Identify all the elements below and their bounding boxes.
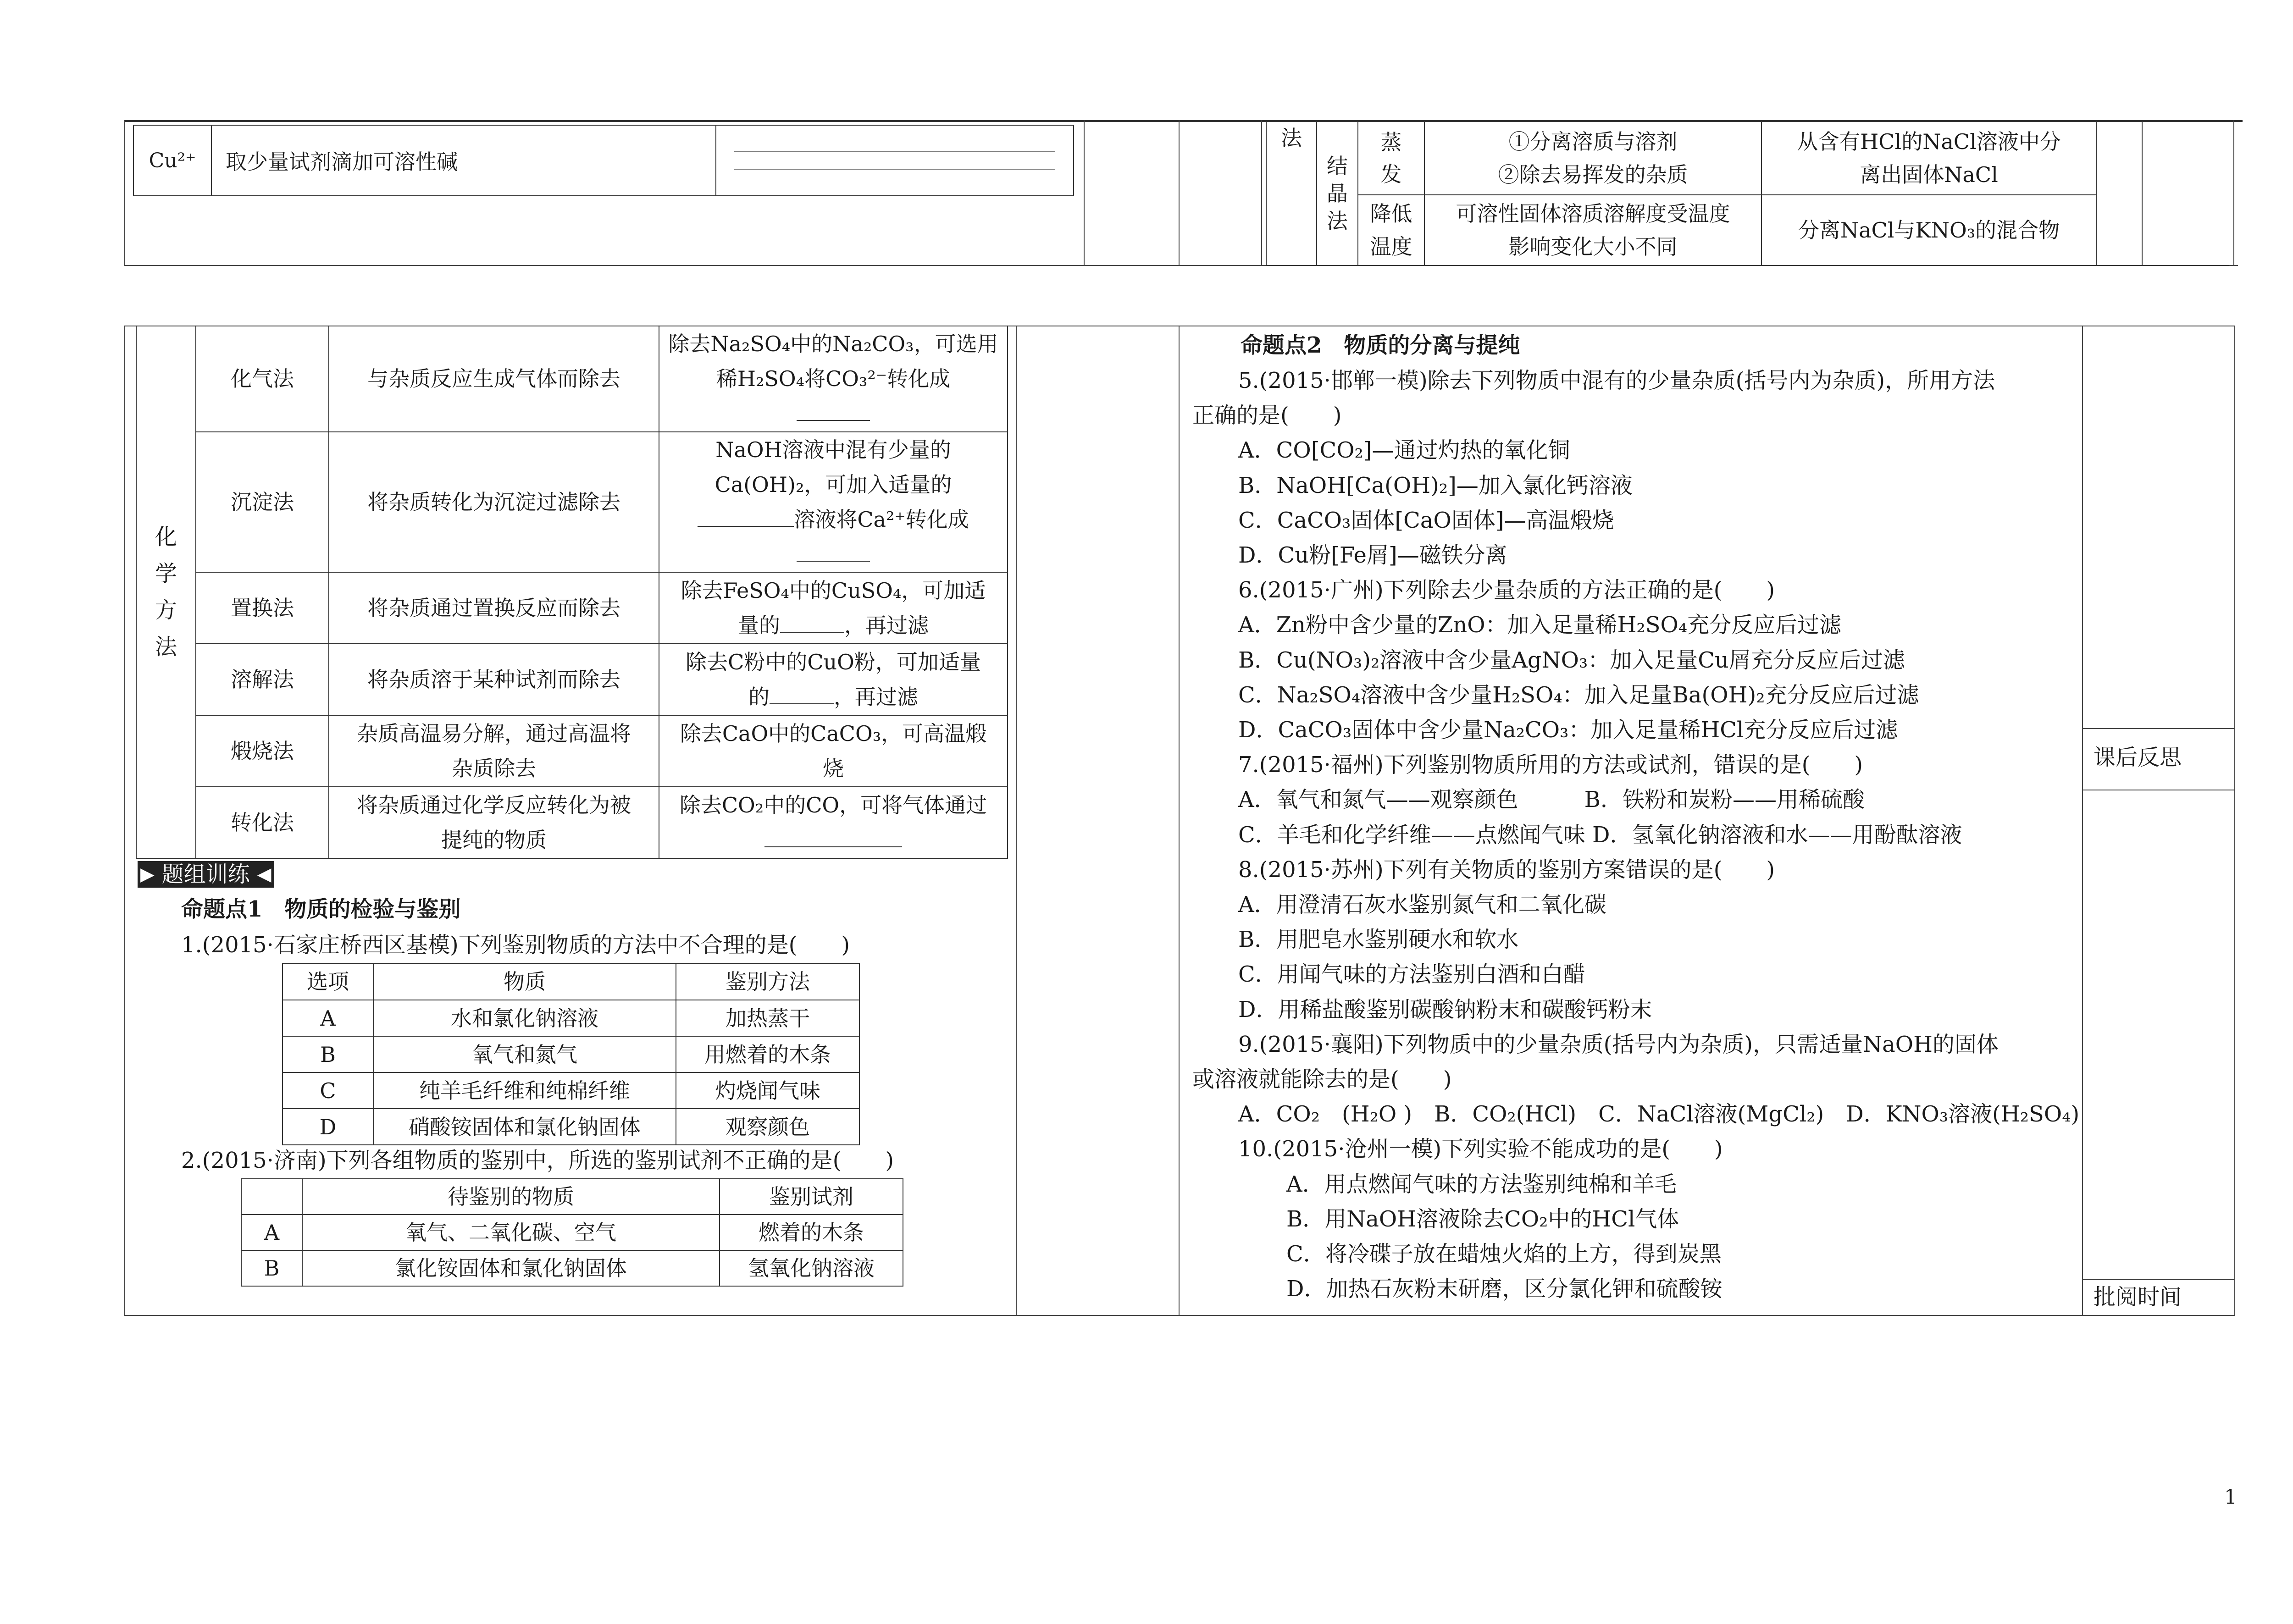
ion-cell: Cu²⁺	[133, 125, 211, 196]
method-name: 煅烧法	[196, 715, 329, 787]
example-line: 除去FeSO₄中的CuSO₄，可加适	[681, 578, 986, 603]
method-principle: 将杂质转化为沉淀过滤除去	[329, 432, 659, 572]
q2-cell: 氢氧化钠溶液	[720, 1250, 903, 1286]
example-text: 量的	[738, 613, 780, 638]
q1-cell: 用燃着的木条	[676, 1036, 859, 1072]
method-principle: 将杂质溶于某种试剂而除去	[329, 644, 659, 715]
q2-table	[241, 1178, 903, 1287]
principle-line: 将杂质通过化学反应转化为被	[357, 793, 631, 818]
q1-header: 选项	[282, 963, 373, 1000]
practice-banner	[138, 861, 274, 888]
question-line: C．CaCO₃固体[CaO固体]—高温煅烧	[1238, 507, 1614, 533]
q1-header: 鉴别方法	[676, 963, 859, 1000]
purpose-line: ①分离溶质与溶剂	[1508, 129, 1678, 154]
purpose-line: ②除去易挥发的杂质	[1498, 162, 1688, 187]
example-line: NaOH溶液中混有少量的	[715, 437, 951, 462]
method-name: 化气法	[196, 326, 329, 432]
example-line: 从含有HCl的NaCl溶液中分	[1797, 129, 2061, 154]
table-row	[282, 1036, 859, 1072]
method-example	[659, 644, 1008, 715]
answer-blank-1[interactable]	[734, 151, 1055, 152]
top-left-table	[133, 125, 1074, 196]
q1-cell: 水和氯化钠溶液	[373, 1000, 676, 1036]
method-principle	[329, 787, 659, 858]
method-example	[659, 787, 1008, 858]
example-line: 分离NaCl与KNO₃的混合物	[1798, 218, 2060, 243]
frame-divider-left	[1016, 326, 1017, 1316]
play-icon: ▶	[138, 861, 157, 888]
method-cell: 取少量试剂滴加可溶性碱	[211, 125, 716, 196]
reflection-label: 课后反思	[2094, 745, 2182, 770]
example-line: 除去CaO中的CaCO₃，可高温煅	[680, 721, 987, 746]
question-line: B．用NaOH溶液除去CO₂中的HCl气体	[1286, 1206, 1679, 1232]
question-line: B．用肥皂水鉴别硬水和软水	[1238, 927, 1519, 953]
q1-header: 物质	[373, 963, 676, 1000]
principle-line: 杂质除去	[452, 756, 536, 781]
cooling-label: 降低温度	[1370, 201, 1412, 259]
method-principle	[329, 715, 659, 787]
chemical-methods-table	[136, 326, 1008, 859]
q2-cell: A	[241, 1215, 302, 1250]
question-line: A．CO[CO₂]—通过灼热的氧化铜	[1238, 437, 1570, 464]
q1-cell: 氧气和氮气	[373, 1036, 676, 1072]
method-name: 沉淀法	[196, 432, 329, 572]
answer-blank-2[interactable]	[734, 169, 1055, 170]
question-line: B．Cu(NO₃)₂溶液中含少量AgNO₃：加入足量Cu屑充分反应后过滤	[1238, 647, 1905, 673]
cooling-name	[1358, 195, 1424, 265]
question-line: D．加热石灰粉末研磨，区分氯化钾和硫酸铵	[1286, 1276, 1723, 1302]
method-example	[659, 326, 1008, 432]
question-line: 10.(2015·沧州一模)下列实验不能成功的是( )	[1238, 1136, 1723, 1162]
q2-header	[241, 1179, 302, 1215]
example-line: Ca(OH)₂，可加入适量的	[714, 472, 952, 497]
question-line: 或溶液就能除去的是( )	[1192, 1066, 1452, 1093]
question-line: 5.(2015·邯郸一模)除去下列物质中混有的少量杂质(括号内为杂质)，所用方法	[1238, 368, 1995, 393]
table-row	[282, 1072, 859, 1109]
table-row	[241, 1215, 903, 1250]
principle-line: 杂质高温易分解，通过高温将	[357, 721, 631, 746]
question-line: A．CO₂ (H₂O ) B．CO₂(HCl) C．NaCl溶液(MgCl₂) D．KNO₃溶液(H₂SO₄)	[1238, 1101, 2080, 1127]
table-row	[241, 1250, 903, 1286]
example-text: 的	[748, 685, 770, 709]
purpose-line: 影响变化大小不同	[1508, 234, 1678, 259]
question-line: 7.(2015·福州)下列鉴别物质所用的方法或试剂，错误的是( )	[1238, 752, 1863, 778]
q1-cell: 观察颜色	[676, 1109, 859, 1145]
top-band-divider-3	[1261, 120, 1262, 265]
question-line: A．用澄清石灰水鉴别氮气和二氧化碳	[1238, 892, 1606, 918]
fill-blank[interactable]	[780, 609, 844, 633]
q1-cell: C	[282, 1072, 373, 1109]
question-line: B．NaOH[Ca(OH)₂]—加入氯化钙溶液	[1238, 472, 1633, 498]
question-line: A．用点燃闻气味的方法鉴别纯棉和羊毛	[1286, 1171, 1677, 1197]
question-line: C．将冷碟子放在蜡烛火焰的上方，得到炭黑	[1286, 1241, 1722, 1267]
example-line: 除去CO₂中的CO，可将气体通过	[679, 793, 987, 818]
q2-cell: 氧气、二氧化碳、空气	[302, 1215, 720, 1250]
fill-blank[interactable]	[797, 538, 870, 562]
q2-stem: 2.(2015·济南)下列各组物质的鉴别中，所选的鉴别试剂不正确的是( )	[181, 1148, 894, 1173]
method-head-cell: 法	[1266, 122, 1317, 265]
fill-blank[interactable]	[764, 823, 902, 847]
q1-cell: 灼烧闻气味	[676, 1072, 859, 1109]
method-example	[659, 715, 1008, 787]
practice-label: 题组训练	[157, 861, 255, 888]
q1-table	[282, 963, 860, 1145]
q1-cell: 纯羊毛纤维和纯棉纤维	[373, 1072, 676, 1109]
evaporation-name	[1358, 122, 1424, 195]
question-line: C．羊毛和化学纤维——点燃闻气味 D．氢氧化钠溶液和水——用酚酞溶液	[1238, 822, 1962, 848]
top-band-divider-1	[1084, 120, 1085, 265]
example-text: 溶液将Ca²⁺转化成	[794, 507, 969, 532]
top-band-right-rule	[2233, 120, 2234, 265]
method-example	[659, 572, 1008, 644]
question-line: D．Cu粉[Fe屑]—磁铁分离	[1238, 542, 1507, 569]
crystallization-table	[1266, 121, 2229, 266]
page-number: 1	[2224, 1486, 2237, 1509]
blank-col-2	[2142, 122, 2229, 265]
purpose-line: 可溶性固体溶质溶解度受温度	[1456, 201, 1730, 226]
table-row	[282, 1000, 859, 1036]
q1-stem: 1.(2015·石家庄桥西区基模)下列鉴别物质的方法中不合理的是( )	[181, 932, 850, 958]
method-principle: 将杂质通过置换反应而除去	[329, 572, 659, 644]
example-line: 稀H₂SO₄将CO₃²⁻转化成	[716, 366, 951, 391]
frame-divider-right	[1179, 326, 1180, 1316]
method-name: 置换法	[196, 572, 329, 644]
cooling-example	[1761, 195, 2096, 265]
fill-blank[interactable]	[698, 503, 794, 527]
principle-line: 提纯的物质	[441, 828, 547, 852]
question-line: A．氧气和氮气——观察颜色 B．铁粉和炭粉——用稀硫酸	[1238, 787, 1865, 813]
example-line: 离出固体NaCl	[1860, 162, 1998, 187]
topic1-title: 命题点1 物质的检验与鉴别	[181, 896, 461, 922]
q1-cell: B	[282, 1036, 373, 1072]
top-band-left-rule	[124, 120, 125, 265]
q1-cell: D	[282, 1109, 373, 1145]
example-text: ，再过滤	[844, 613, 929, 638]
method-example	[659, 432, 1008, 572]
example-line: 烧	[823, 756, 844, 781]
example-line: 除去C粉中的CuO粉，可加适量	[686, 650, 981, 674]
chem-group-cell	[136, 326, 196, 858]
back-icon: ◀	[255, 861, 274, 888]
method-name: 溶解法	[196, 644, 329, 715]
q1-cell: A	[282, 1000, 373, 1036]
q2-header: 待鉴别的物质	[302, 1179, 720, 1215]
method-principle: 与杂质反应生成气体而除去	[329, 326, 659, 432]
example-line: 除去Na₂SO₄中的Na₂CO₃，可选用	[668, 331, 998, 356]
q2-cell: B	[241, 1250, 302, 1286]
question-line: D．CaCO₃固体中含少量Na₂CO₃：加入足量稀HCl充分反应后过滤	[1238, 717, 1898, 743]
evaporation-label: 蒸发	[1380, 130, 1402, 187]
method-name: 转化法	[196, 787, 329, 858]
fill-blank[interactable]	[797, 397, 870, 421]
q2-header: 鉴别试剂	[720, 1179, 903, 1215]
question-line: 8.(2015·苏州)下列有关物质的鉴别方案错误的是( )	[1238, 856, 1775, 883]
chem-group-label: 化学方法	[155, 524, 177, 660]
q1-cell: 加热蒸干	[676, 1000, 859, 1036]
blank-col-1	[2096, 122, 2142, 265]
q2-cell: 氯化铵固体和氯化钠固体	[302, 1250, 720, 1286]
question-line: 9.(2015·襄阳)下列物质中的少量杂质(括号内为杂质)，只需适量NaOH的固体	[1238, 1031, 1999, 1057]
cooling-purpose	[1424, 195, 1761, 265]
right-question-list	[1192, 363, 2080, 1306]
example-text: ，再过滤	[834, 685, 918, 709]
side-column-rule	[2082, 326, 2083, 1316]
fill-blank[interactable]	[770, 680, 834, 704]
question-line: 6.(2015·广州)下列除去少量杂质的方法正确的是( )	[1238, 577, 1775, 603]
q1-cell: 硝酸铵固体和氯化钠固体	[373, 1109, 676, 1145]
table-row	[282, 1109, 859, 1145]
side-rule-1	[2082, 728, 2235, 729]
top-band-divider-2	[1179, 120, 1180, 265]
crystallization-label: 结晶法	[1327, 154, 1348, 233]
question-line: 正确的是( )	[1192, 403, 1342, 429]
question-line: D．用稀盐酸鉴别碳酸钠粉末和碳酸钙粉末	[1238, 996, 1652, 1022]
question-line: C．用闻气味的方法鉴别白酒和白醋	[1238, 961, 1585, 988]
question-line: C．Na₂SO₄溶液中含少量H₂SO₄：加入足量Ba(OH)₂充分反应后过滤	[1238, 682, 1919, 708]
evaporation-example	[1761, 122, 2096, 195]
crystallization-group-cell	[1317, 122, 1358, 265]
question-line: A．Zn粉中含少量的ZnO：加入足量稀H₂SO₄充分反应后过滤	[1238, 612, 1842, 638]
review-time-label: 批阅时间	[2094, 1284, 2182, 1310]
q2-cell: 燃着的木条	[720, 1215, 903, 1250]
topic2-title: 命题点2 物质的分离与提纯	[1241, 332, 1520, 358]
answer-cell	[716, 125, 1074, 196]
evaporation-purpose	[1424, 122, 1761, 195]
